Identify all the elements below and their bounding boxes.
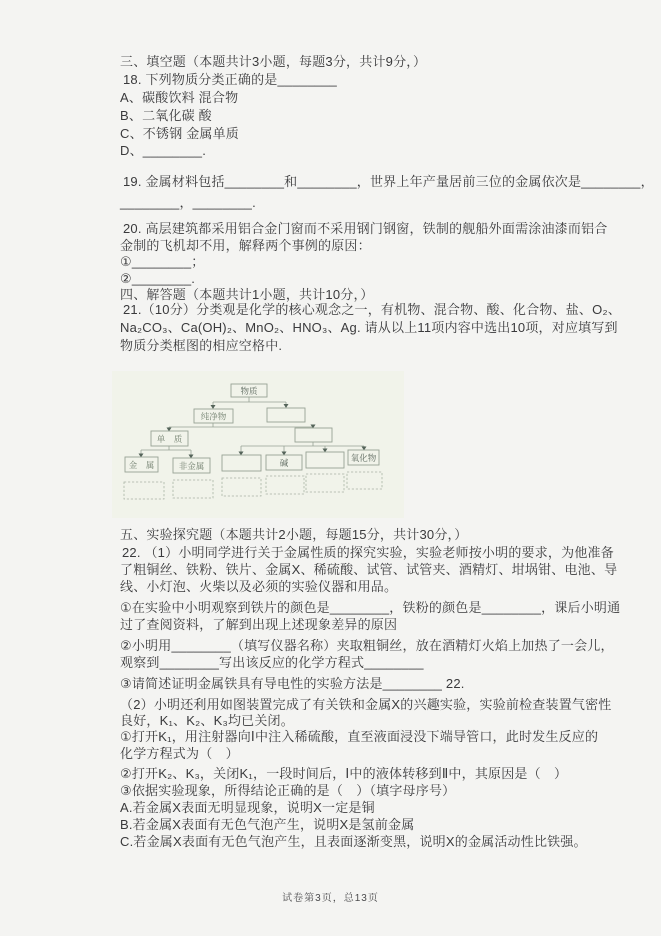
- question-20-blank-1: ①________；: [120, 254, 205, 269]
- question-22-1-sub2-line-2: 观察到________写出该反应的化学方程式________: [120, 655, 424, 670]
- node-blank-salt-box: [306, 452, 344, 468]
- node-pure-substance-label: 纯净物: [200, 411, 227, 422]
- question-22-2-intro-2: 良好，K₁、K₂、K₃均已关闭。: [120, 713, 294, 728]
- question-22-1-sub3: ③请简述证明金属铁具有导电性的实验方法是________ 22.: [120, 676, 465, 691]
- question-22-2-sub1-line-2: 化学方程式为（ ）: [120, 746, 239, 761]
- question-21-line-2: Na₂CO₃、Ca(OH)₂、MnO₂、HNO₃、Ag. 请从以上11项内容中选出10项，对应填写到: [120, 320, 618, 335]
- connector-pure: [169, 423, 313, 430]
- question-22-2-sub3: ③依据实验现象，所得结论正确的是（ ）（填字母序号）: [120, 783, 456, 798]
- node-alkali-label: 碱: [279, 458, 289, 468]
- classification-diagram-svg: [112, 371, 404, 518]
- question-22-1-sub2-line-1: ②小明用________（填写仪器名称）夹取粗铜丝，放在酒精灯火焰上加热了一会儿，: [120, 638, 614, 653]
- question-18-option-a: A、碳酸饮料 混合物: [120, 90, 239, 105]
- arrow-to-blank-row2: [284, 404, 289, 408]
- node-substance-label: 物质: [240, 386, 258, 396]
- question-18-option-d: D、________.: [120, 143, 207, 158]
- fill-in-section-title: 三、填空题（本题共计3小题，每题3分，共计9分，）: [120, 54, 427, 69]
- example-blank-box: [222, 478, 261, 496]
- question-22-2-option-c: C.若金属X表面有无色气泡产生，且表面逐渐变黑，说明X的金属活动性比铁强。: [120, 834, 587, 849]
- question-22-1-intro-2: 了粗铜丝、铁粉、铁片、金属X、稀硫酸、试管、试管夹、酒精灯、坩埚钳、电池、导: [120, 562, 618, 577]
- connector-element: [141, 446, 191, 457]
- question-22-1-intro-1: 22. （1）小明同学进行关于金属性质的探究实验，实验老师按小明的要求，为他准备: [122, 545, 614, 560]
- example-blank-box: [266, 476, 304, 494]
- node-oxide-label: 氧化物: [350, 453, 377, 463]
- question-19-line-2: ________，________.: [120, 195, 256, 210]
- example-blank-box: [124, 482, 164, 499]
- question-22-2-sub1-line-1: ①打开K₁，用注射器向Ⅰ中注入稀硫酸，直至液面浸没下端导管口，此时发生反应的: [120, 729, 599, 744]
- question-22-1-sub1-line-1: ①在实验中小明观察到铁片的颜色是________，铁粉的颜色是________，课后小明通: [120, 600, 621, 615]
- question-20-line-1: 20. 高层建筑都采用铝合金门窗而不采用钢门钢窗，铁制的舰船外面需涂油漆而铝合: [123, 221, 608, 236]
- question-18-option-c: C、不锈钢 金属单质: [120, 126, 240, 141]
- node-blank-mixture-box: [267, 408, 305, 422]
- question-21-line-1: 21.（10分）分类观是化学的核心观念之一，有机物、混合物、酸、化合物、盐、O₂、: [123, 302, 621, 317]
- arrow-to-pure-substance: [211, 405, 216, 409]
- node-blank-compound-box: [295, 428, 332, 442]
- connector-root: [213, 397, 286, 408]
- example-blank-box: [347, 472, 382, 489]
- answer-section-title: 四、解答题（本题共计1小题，共计10分，）: [120, 287, 374, 302]
- node-metal-label: 金 属: [128, 460, 155, 470]
- node-blank-acid-box: [222, 455, 261, 471]
- question-22-2-sub2: ②打开K₂、K₃，关闭K₁，一段时间后，Ⅰ中的液体转移到Ⅱ中，其原因是（ ）: [120, 766, 568, 781]
- question-18-stem: 18. 下列物质分类正确的是________: [123, 72, 337, 87]
- experiment-section-title: 五、实验探究题（本题共计2小题，每题15分，共计30分，）: [120, 527, 468, 542]
- node-nonmetal-label: 非金属: [178, 461, 205, 471]
- question-22-1-sub1-line-2: 过了查阅资料，了解到出现上述现象差异的原因: [120, 617, 398, 632]
- example-blank-box: [306, 474, 344, 492]
- classification-diagram: [112, 371, 404, 518]
- node-element-label: 单 质: [156, 434, 183, 444]
- example-blank-box: [173, 480, 213, 498]
- question-22-2-option-b: B.若金属X表面有无色气泡产生，说明X是氢前金属: [120, 817, 415, 832]
- question-22-2-option-a: A.若金属X表面无明显现象，说明X一定是铜: [120, 800, 375, 815]
- question-19-line-1: 19. 金属材料包括________和________，世界上年产量居前三位的金属依次是________，: [123, 174, 654, 189]
- question-22-2-intro-1: （2）小明还利用如图装置完成了有关铁和金属X的兴趣实验，实验前检查装置气密性: [120, 697, 612, 712]
- question-20-blank-2: ②________.: [120, 271, 196, 286]
- page-footer: 试卷第3页，总13页: [282, 893, 379, 904]
- question-20-line-2: 金制的飞机却不用，解释两个事例的原因：: [120, 238, 371, 253]
- question-22-1-intro-3: 线、小灯泡、火柴以及必须的实验仪器和用品。: [120, 579, 398, 594]
- question-18-option-b: B、二氧化碳 酸: [120, 108, 212, 123]
- connector-compound: [241, 442, 364, 454]
- question-21-line-3: 物质分类框图的相应空格中.: [120, 338, 283, 353]
